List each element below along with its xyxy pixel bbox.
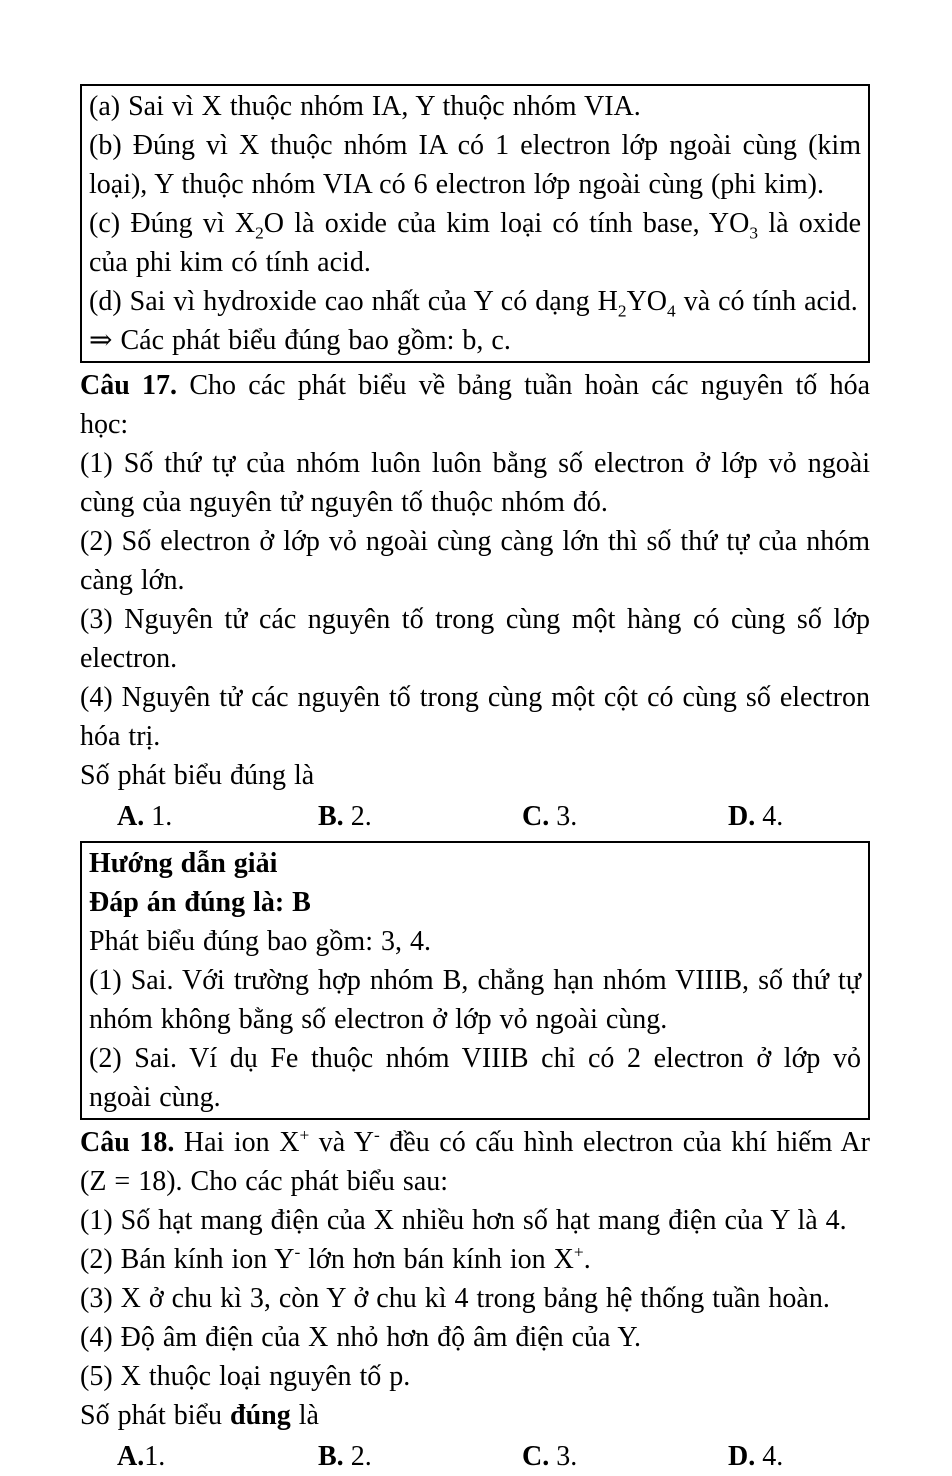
question-18-intro: Câu 18. Hai ion X+ và Y- đều có cấu hình electron của khí hiếm Ar (Z = 18). Cho các phát biểu sau:: [80, 1125, 871, 1197]
solution-conclusion: ⇒ Các phát biểu đúng bao gồm: b, c.: [89, 325, 511, 356]
solution-box-q17: [80, 841, 870, 1120]
q18-option-c: C. 3.: [522, 1441, 578, 1472]
q18-statement-5: (5) X thuộc loại nguyên tố p.: [80, 1361, 411, 1392]
q17-option-d: D. 4.: [728, 801, 784, 832]
q18-option-d: D. 4.: [728, 1441, 784, 1472]
correct-statements-line: Phát biểu đúng bao gồm: 3, 4.: [89, 926, 431, 957]
q18-option-b: B. 2.: [318, 1441, 372, 1472]
solution-heading: Hướng dẫn giải: [89, 848, 278, 879]
q17-prompt: Số phát biểu đúng là: [80, 760, 315, 791]
answer-line: Đáp án đúng là: B: [89, 887, 311, 918]
q17-statement-1: (1) Số thứ tự của nhóm luôn luôn bằng số electron ở lớp vỏ ngoài cùng của nguyên tử nguyên tố thuộc nhóm đó.: [80, 448, 870, 518]
explanation-2: (2) Sai. Ví dụ Fe thuộc nhóm VIIIB chỉ có 2 electron ở lớp vỏ ngoài cùng.: [89, 1043, 861, 1113]
q18-options-row: [80, 1437, 870, 1476]
q18-option-a: A.1.: [117, 1441, 166, 1472]
solution-line-c: (c) Đúng vì $X_2O$ là oxide của kim loại có tính base, $YO_3$ là oxide của phi kim có tính acid.: [89, 208, 861, 278]
question-18: [80, 1123, 870, 1476]
question-17: [80, 366, 870, 836]
q18-statement-2: (2) Bán kính ion Y- lớn hơn bán kính ion X+.: [80, 1242, 591, 1275]
q17-statement-2: (2) Số electron ở lớp vỏ ngoài cùng càng lớn thì số thứ tự của nhóm càng lớn.: [80, 526, 870, 596]
q18-statement-1: (1) Số hạt mang điện của X nhiều hơn số hạt mang điện của Y là 4.: [80, 1205, 847, 1236]
q17-option-c: C. 3.: [522, 801, 578, 832]
solution-box-q16: [80, 84, 870, 363]
q17-statement-3: (3) Nguyên tử các nguyên tố trong cùng một hàng có cùng số lớp electron.: [80, 604, 870, 674]
q17-statement-4: (4) Nguyên tử các nguyên tố trong cùng một cột có cùng số electron hóa trị.: [80, 682, 870, 752]
question-17-intro: Câu 17. Cho các phát biểu về bảng tuần hoàn các nguyên tố hóa học:: [80, 370, 871, 440]
document-page: [80, 0, 870, 1476]
solution-line-d: (d) Sai vì hydroxide cao nhất của Y có dạng $H_2YO_4$ và có tính acid.: [89, 286, 858, 321]
solution-line-a: (a) Sai vì X thuộc nhóm IA, Y thuộc nhóm VIA.: [89, 91, 641, 122]
q17-option-a: A. 1.: [117, 801, 173, 832]
explanation-1: (1) Sai. Với trường hợp nhóm B, chẳng hạn nhóm VIIIB, số thứ tự nhóm không bằng số electron ở lớp vỏ ngoài cùng.: [89, 965, 861, 1035]
q18-statement-4: (4) Độ âm điện của X nhỏ hơn độ âm điện của Y.: [80, 1322, 642, 1353]
q17-option-b: B. 2.: [318, 801, 372, 832]
q18-statement-3: (3) X ở chu kì 3, còn Y ở chu kì 4 trong bảng hệ thống tuần hoàn.: [80, 1283, 830, 1314]
solution-line-b: (b) Đúng vì X thuộc nhóm IA có 1 electron lớp ngoài cùng (kim loại), Y thuộc nhóm VIA có 6 electron lớp ngoài cùng (phi kim).: [89, 130, 861, 200]
q18-prompt: Số phát biểu đúng là: [80, 1400, 319, 1431]
q17-options-row: [80, 797, 870, 836]
